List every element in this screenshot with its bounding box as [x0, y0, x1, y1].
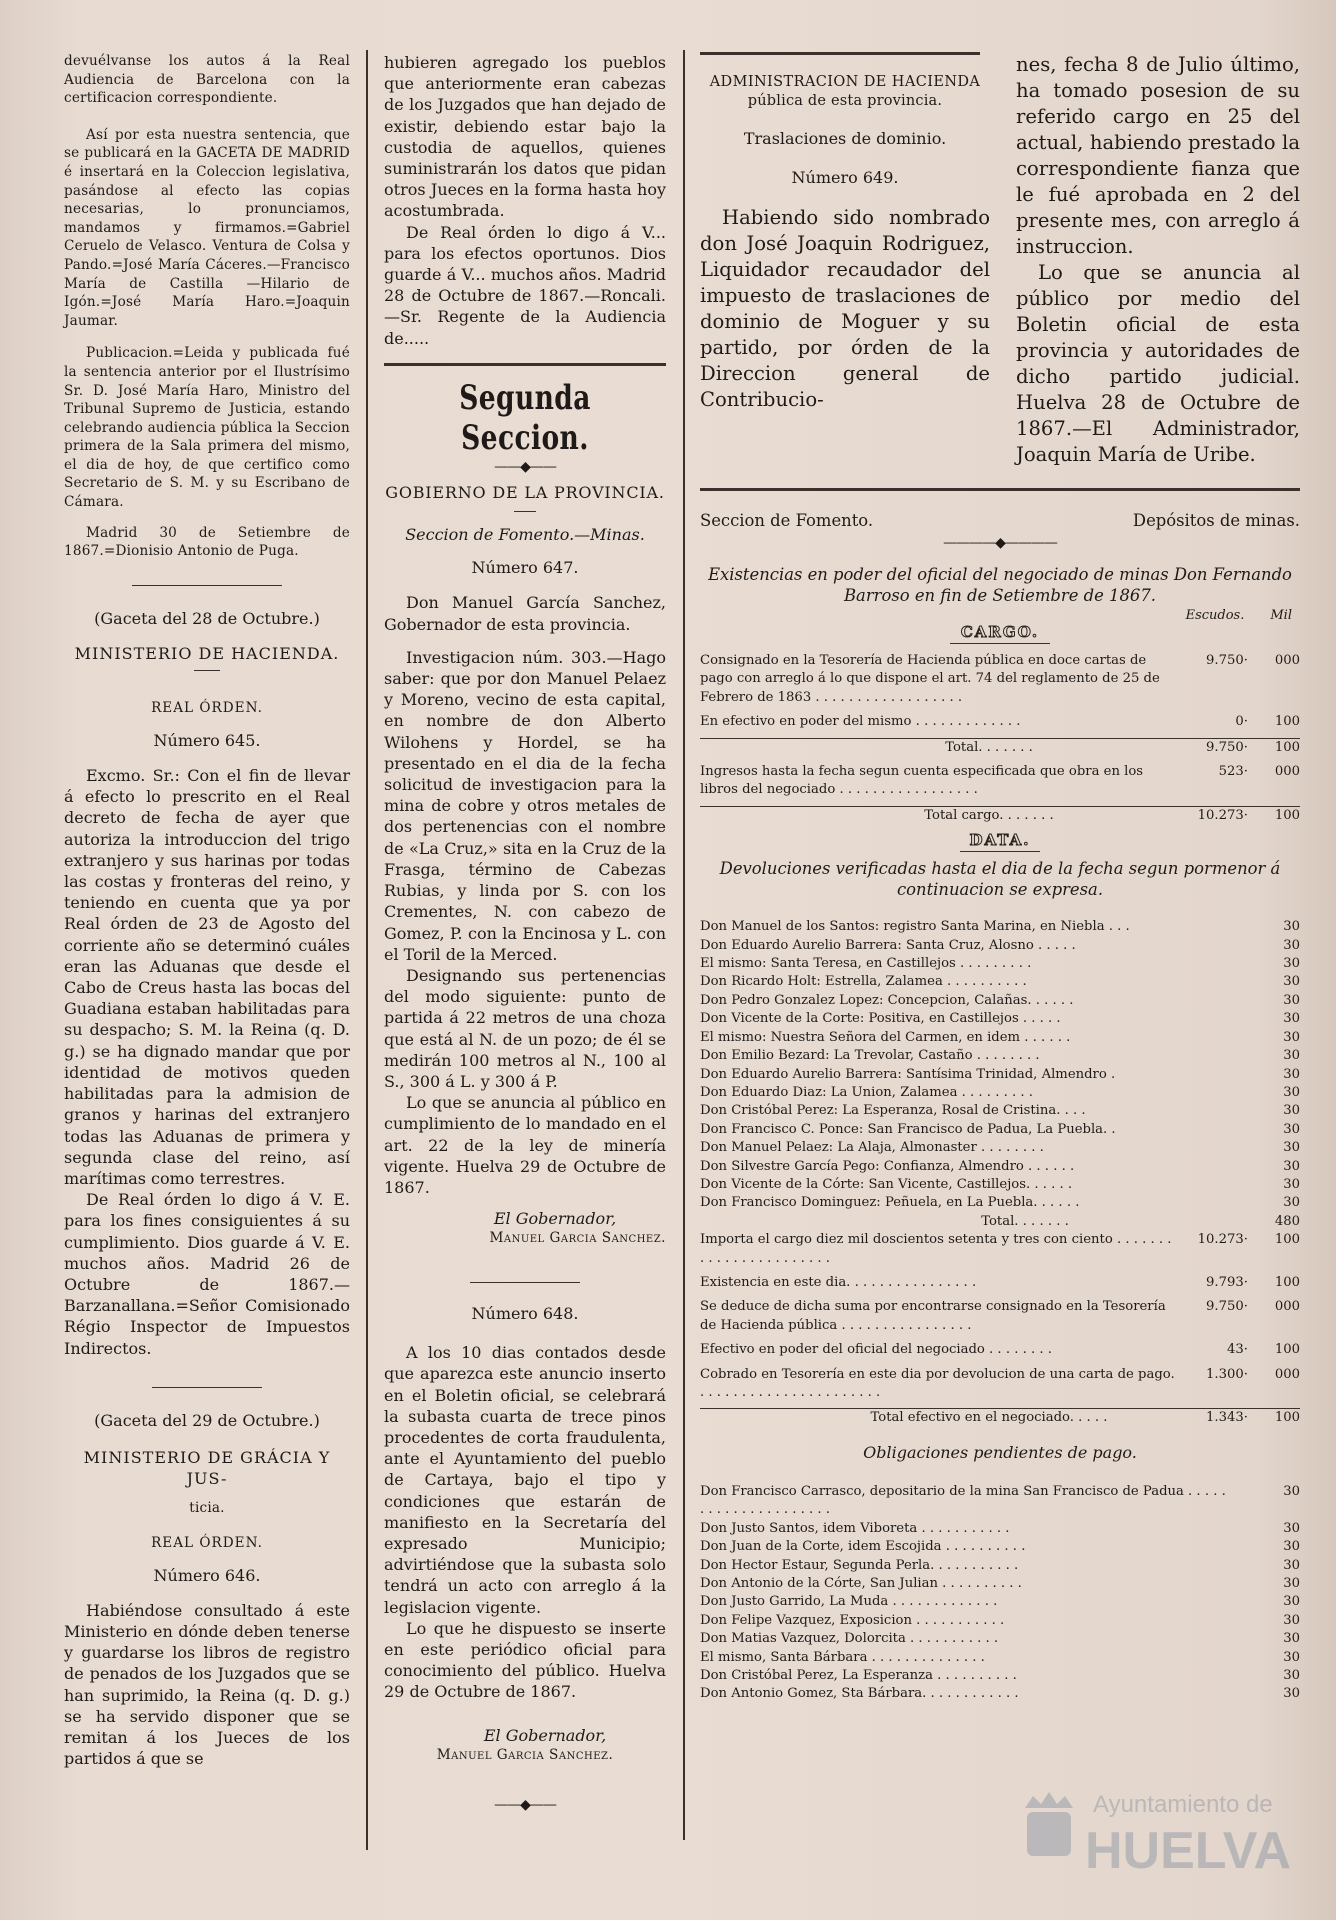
- devol-row: [700, 1010, 1300, 1028]
- traslaciones-dominio: Traslaciones de dominio.: [743, 129, 947, 149]
- c1-p1: devuélvanse los autos á la Real Audiencia de Barcelona con la certificacion correspondiente.: [64, 53, 350, 107]
- row-label: Don Felipe Vazquez, Exposicion . . . . . . . . . . .: [700, 1612, 1005, 1628]
- real-orden-1: REAL ÓRDEN.: [151, 700, 263, 717]
- divider: [194, 670, 220, 671]
- c2-p7: Lo que he dispuesto se inserte en este periódico oficial para conocimiento del público. Huelva 29 de Octubre de 1867.: [384, 1618, 666, 1702]
- signature-2-name: Manuel Garcia Sanchez.: [436, 1746, 614, 1763]
- row-value: 30: [1283, 1195, 1300, 1211]
- divider: [700, 488, 1300, 491]
- row-mil: 100: [1274, 807, 1300, 823]
- devol-row: [700, 1121, 1300, 1139]
- divider: [384, 363, 666, 366]
- summary-row: [700, 1274, 1300, 1292]
- row-label: Importa el cargo diez mil doscientos setenta y tres con ciento . . . . . . . . . . . . . . . . . . . . . . .: [700, 1232, 1172, 1266]
- cargo-row: [700, 763, 1300, 800]
- devol-row: [700, 1194, 1300, 1212]
- devol-row: [700, 992, 1300, 1010]
- numero-647: Número 647.: [471, 558, 579, 578]
- row-value: 30: [1283, 1011, 1300, 1027]
- row-value: 30: [1283, 1520, 1300, 1536]
- devol-row: [700, 1176, 1300, 1194]
- oblig-row: [700, 1612, 1300, 1630]
- ministerio-hacienda: MINISTERIO DE HACIENDA.: [74, 644, 340, 664]
- row-value: 30: [1283, 1649, 1300, 1665]
- oblig-row: [700, 1538, 1300, 1556]
- oblig-row: [700, 1483, 1300, 1520]
- row-value: 30: [1283, 1686, 1300, 1702]
- gaceta-28: (Gaceta del 28 de Octubre.): [94, 608, 320, 628]
- signature-2-title: El Gobernador,: [483, 1725, 607, 1745]
- row-value: 30: [1283, 1066, 1300, 1082]
- row-label: Se deduce de dicha suma por encontrarse consignado en la Tesorería de Hacienda pública . . . . . . . . . . . . . . . .: [700, 1299, 1166, 1333]
- data-heading: DATA.: [969, 831, 1031, 850]
- row-escudos: 0·: [1235, 714, 1248, 730]
- devol-row: [700, 1029, 1300, 1047]
- oblig-row: [700, 1593, 1300, 1611]
- divider: [514, 511, 536, 512]
- column-rule-1: [366, 50, 368, 1850]
- row-escudos: 523·: [1218, 764, 1248, 780]
- row-value: 30: [1283, 919, 1300, 935]
- row-label: Efectivo en poder del oficial del negociado . . . . . . . .: [700, 1342, 1052, 1358]
- row-label: Don Vicente de la Corte: Positiva, en Castillejos . . . . .: [700, 1011, 1061, 1027]
- row-value: 30: [1283, 992, 1300, 1008]
- c1-p2: Así por esta nuestra sentencia, que se publicará en la GACETA DE MADRID é insertará en la Coleccion legislativa, pasándose al efecto las copias necesarias, lo pronunciamos, mandamos y firmamos.=Gabriel Ceruelo de Velasco. Ventura de Colsa y Pando.=José María Cáceres.—Francisco María de Castilla —Hilario de Igón.=José María Haro.=Joaquin Jaumar.: [64, 126, 350, 329]
- gobierno-provincia: GOBIERNO DE LA PROVINCIA.: [385, 482, 665, 502]
- devol-row: [700, 1139, 1300, 1157]
- row-label: Don Eduardo Aurelio Barrera: Santísima Trinidad, Almendro .: [700, 1066, 1116, 1082]
- row-mil: 100: [1274, 1342, 1300, 1358]
- row-mil: 000: [1274, 764, 1300, 780]
- row-label: Cobrado en Tesorería en este dia por devolucion de una carta de pago. . . . . . . . . . . . . . . . . . . . . . .: [700, 1366, 1175, 1400]
- devol-total-label: Total. . . . . . .: [981, 1213, 1069, 1229]
- row-label: Don Antonio de la Córte, San Julian . . . . . . . . . .: [700, 1576, 1022, 1592]
- row-value: 30: [1283, 1668, 1300, 1684]
- oblig-row: [700, 1520, 1300, 1538]
- obligaciones-table: [700, 1483, 1300, 1704]
- row-escudos: 10.273·: [1197, 807, 1248, 823]
- row-value: 30: [1283, 1576, 1300, 1592]
- segunda-seccion-title: Segunda Seccion.: [459, 377, 591, 458]
- row-value: 30: [1283, 1539, 1300, 1555]
- c3-p3: Lo que se anuncia al público por medio del Boletin oficial de esta provincia y autoridades de dicho partido judicial. Huelva 28 de Octubre de 1867.—El Administrador, Joaquin María de Uribe.: [1016, 261, 1300, 466]
- oblig-row: [700, 1575, 1300, 1593]
- row-value: 30: [1283, 1103, 1300, 1119]
- row-label: Don Pedro Gonzalez Lopez: Concepcion, Calañas. . . . . .: [700, 992, 1074, 1008]
- cargo-row: [700, 806, 1300, 825]
- c1-p3: Publicacion.=Leida y publicada fué la sentencia anterior por el Ilustrísimo Sr. D. José María Haro, Ministro del Tribunal Supremo de Justicia, estando celebrando audiencia pública la Seccion primera de la Sala primera del mismo, el dia de hoy, de que certifico como Secretario de S. M. y su Escribano de Cámara.: [64, 345, 350, 511]
- ornament: ————◆————: [943, 535, 1057, 551]
- adm-hacienda-right: [1016, 52, 1300, 468]
- row-value: 30: [1283, 1084, 1300, 1100]
- mil-label: Mil: [1270, 608, 1292, 623]
- summary-row: [700, 1366, 1300, 1403]
- ornament: ——◆——: [494, 458, 556, 475]
- row-label: Don Matias Vazquez, Dolorcita . . . . . . . . . . .: [700, 1631, 999, 1647]
- ministerio-gracia-cont: ticia.: [189, 1500, 225, 1517]
- row-escudos: 10.273·: [1197, 1232, 1248, 1248]
- row-label: El mismo: Santa Teresa, en Castillejos . . . . . . . . .: [700, 956, 1032, 972]
- adm-hacienda-left: [700, 52, 990, 468]
- existencias-title: Existencias en poder del oficial del negociado de minas Don Fernando Barroso en fin de Setiembre de 1867.: [708, 565, 1292, 605]
- c1-p4: Madrid 30 de Setiembre de 1867.=Dionisio Antonio de Puga.: [64, 524, 350, 560]
- row-label: Don Antonio Gomez, Sta Bárbara. . . . . . . . . . . .: [700, 1686, 1019, 1702]
- row-label: Total efectivo en el negociado. . . . .: [870, 1410, 1108, 1426]
- row-mil: 000: [1274, 653, 1300, 668]
- oblig-row: [700, 1649, 1300, 1667]
- row-label: Don Hector Estaur, Segunda Perla. . . . . . . . . . .: [700, 1557, 1019, 1573]
- row-escudos: 43·: [1227, 1342, 1248, 1358]
- row-value: 30: [1283, 956, 1300, 972]
- signature-1-name: Manuel Garcia Sanchez.: [489, 1230, 666, 1247]
- row-value: 30: [1283, 1594, 1300, 1610]
- summary-row: [700, 1298, 1300, 1335]
- row-value: 30: [1283, 1176, 1300, 1192]
- seccion-fomento: Seccion de Fomento.: [700, 511, 874, 530]
- row-escudos: 9.750·: [1206, 739, 1248, 755]
- row-escudos: 9.750·: [1206, 1299, 1248, 1315]
- c3-p2: nes, fecha 8 de Julio último, ha tomado posesion de su referido cargo en 25 del actual, habiendo prestado la correspondiente fianza que le fué aprobada en 2 del presente mes, con arreglo á instruccion.: [1016, 53, 1300, 258]
- divider: [700, 52, 980, 55]
- row-value: 30: [1283, 1484, 1300, 1500]
- oblig-row: [700, 1630, 1300, 1648]
- ayuntamiento-huelva-watermark: [1005, 1768, 1305, 1888]
- row-label: Don Emilio Bezard: La Trevolar, Castaño . . . . . . . .: [700, 1048, 1040, 1064]
- c3-p1: Habiendo sido nombrado don José Joaquin Rodriguez, Liquidador recaudador del impuesto de traslaciones de dominio de Moguer y su partido, por órden de la Direccion general de Contribucio-: [700, 205, 990, 411]
- real-orden-2: REAL ÓRDEN.: [151, 1534, 263, 1551]
- summary-row: [700, 1231, 1300, 1268]
- gaceta-29: (Gaceta del 29 de Octubre.): [94, 1410, 320, 1430]
- row-label: Don Francisco Dominguez: Peñuela, en La Puebla. . . . . .: [700, 1195, 1080, 1211]
- column-2: [384, 52, 666, 1812]
- row-mil: 000: [1274, 1299, 1300, 1315]
- row-label: Consignado en la Tesorería de Hacienda pública en doce cartas de pago con arreglo á lo que dispone el art. 74 del reglamento de 25 de Febrero de 1863 . . . . . . . . . . . . . . . . . .: [700, 653, 1160, 705]
- escudos-label: Escudos.: [1185, 608, 1245, 623]
- c1-p6: De Real órden lo digo á V. E. para los fines consiguientes á su cumplimiento. Dios guarde á V. E. muchos años. Madrid 26 de Octubre de 1867.—Barzanallana.=Señor Comisionado Régio Inspector de Impuestos Indirectos.: [64, 1190, 350, 1358]
- row-mil: 100: [1274, 1274, 1300, 1290]
- devol-row: [700, 918, 1300, 936]
- cargo-heading: CARGO.: [960, 623, 1040, 641]
- row-escudos: 9.793·: [1206, 1274, 1248, 1290]
- cargo-table: [700, 652, 1300, 825]
- row-value: 30: [1283, 1048, 1300, 1064]
- c2-p3: Investigacion núm. 303.—Hago saber: que por don Manuel Pelaez y Moreno, vecino de esta capital, en nombre de don Alberto Wilohens y Hordel, se ha presentado en el dia de la fecha solicitud de investigacion para la mina de cobre y otros metales de dos pertenencias con el nombre de «La Cruz,» sita en la Cruz de la Frasga, término de Cabezas Rubias, y linda por S. con los Crementes, N. con cabezo de Gomez, P. con la Encinosa y L. con el Toril de la Merced.: [384, 647, 666, 964]
- row-escudos: 9.750·: [1206, 653, 1248, 668]
- summary-table: [700, 1231, 1300, 1428]
- row-label: Don Cristóbal Perez, La Esperanza . . . . . . . . . .: [700, 1668, 1017, 1684]
- row-label: Don Vicente de la Córte: San Vicente, Castillejos. . . . . .: [700, 1176, 1073, 1192]
- row-value: 30: [1283, 1612, 1300, 1628]
- devoluciones-title: Devoluciones verificadas hasta el dia de la fecha segun pormenor á continuacion se expresa.: [719, 859, 1281, 900]
- obligaciones-title: Obligaciones pendientes de pago.: [863, 1442, 1137, 1462]
- column-rule-2: [683, 50, 685, 1840]
- row-mil: 000: [1274, 1366, 1300, 1382]
- numero-649: Número 649.: [791, 168, 899, 188]
- column-3: [700, 52, 1300, 1704]
- devol-total-value: 480: [1274, 1213, 1300, 1229]
- devoluciones-table: [700, 918, 1300, 1213]
- row-label: Ingresos hasta la fecha segun cuenta especificada que obra en los libros del negociado . . . . . . . . . . . . . . . . .: [700, 764, 1144, 798]
- oblig-row: [700, 1667, 1300, 1685]
- row-label: El mismo: Nuestra Señora del Carmen, en idem . . . . . .: [700, 1029, 1071, 1045]
- row-escudos: 1.300·: [1206, 1366, 1248, 1382]
- c2-p5: Lo que se anuncia al público en cumplimiento de lo mandado en el art. 22 de la ley de minería vigente. Huelva 29 de Octubre de 1867.: [384, 1093, 666, 1197]
- row-label: Don Juan de la Corte, idem Escojida . . . . . . . . . .: [700, 1539, 1026, 1555]
- devol-row: [700, 937, 1300, 955]
- row-label: Total cargo. . . . . . .: [924, 807, 1054, 823]
- row-value: 30: [1283, 1140, 1300, 1156]
- devoluciones-total: [700, 1213, 1300, 1231]
- devol-row: [700, 1158, 1300, 1176]
- signature-1-title: El Gobernador,: [493, 1209, 617, 1229]
- watermark-line1: Ayuntamiento de: [1093, 1791, 1273, 1818]
- row-value: 30: [1283, 974, 1300, 990]
- cargo-row: [700, 738, 1300, 757]
- row-label: Don Justo Santos, idem Viboreta . . . . . . . . . . .: [700, 1520, 1010, 1536]
- c2-p4: Designando sus pertenencias del modo siguiente: punto de partida á 22 metros de una choza que está al N. de un pozo; de él se medirán 100 metros al N., 100 al S., 300 á L. y 300 á P.: [384, 965, 666, 1091]
- row-value: 30: [1283, 1158, 1300, 1174]
- divider: [470, 1282, 580, 1283]
- row-label: Don Francisco C. Ponce: San Francisco de Padua, La Puebla. .: [700, 1121, 1116, 1137]
- divider: [132, 585, 282, 586]
- c1-p7: Habiéndose consultado á este Ministerio en dónde deben tenerse y guardarse los libros de registro de penados de los Juzgados que se han suprimido, la Reina (q. D. g.) se ha servido disponer que se remitan á los Jueces de los partidos á que se: [64, 1600, 350, 1769]
- adm-hacienda-title: ADMINISTRACION DE HACIENDA: [709, 74, 981, 90]
- devol-row: [700, 1047, 1300, 1065]
- oblig-row: [700, 1685, 1300, 1703]
- row-label: Total. . . . . . .: [945, 739, 1033, 755]
- divider: [152, 1387, 262, 1388]
- cargo-row: [700, 652, 1300, 707]
- c2-p2: De Real órden lo digo á V... para los efectos oportunos. Dios guarde á V... muchos años. Madrid 28 de Octubre de 1867.—Roncali.—Sr. Regente de la Audiencia de.....: [384, 222, 666, 348]
- row-label: Don Eduardo Diaz: La Union, Zalamea . . . . . . . . .: [700, 1084, 1033, 1100]
- ornament: ——◆——: [494, 1797, 556, 1814]
- devol-row: [700, 1102, 1300, 1120]
- adm-hacienda-sub: pública de esta provincia.: [747, 92, 943, 109]
- row-label: Don Francisco Carrasco, depositario de la mina San Francisco de Padua . . . . . . . . . . . . . . . . . . . . .: [700, 1484, 1226, 1518]
- cargo-row: [700, 713, 1300, 731]
- row-label: Don Manuel de los Santos: registro Santa Marina, en Niebla . . .: [700, 919, 1130, 935]
- divider: [960, 851, 1040, 852]
- summary-row: [700, 1408, 1300, 1427]
- c2-p1: hubieren agregado los pueblos que anteriormente eran cabezas de los Juzgados que han dejado de existir, debiendo estar bajo la custodia de aquellos, quienes suministrarán los datos que pidan otros Jueces en la forma hasta hoy acostumbrada.: [384, 53, 666, 221]
- row-label: En efectivo en poder del mismo . . . . . . . . . . . . .: [700, 714, 1021, 730]
- row-value: 30: [1283, 1557, 1300, 1573]
- row-mil: 100: [1274, 714, 1300, 730]
- fomento-header: [700, 511, 1300, 530]
- row-label: El mismo, Santa Bárbara . . . . . . . . . . . . . .: [700, 1649, 985, 1665]
- devol-row: [700, 955, 1300, 973]
- row-value: 30: [1283, 1631, 1300, 1647]
- currency-header: [700, 608, 1300, 623]
- row-mil: 100: [1274, 739, 1300, 755]
- row-label: Existencia en este dia. . . . . . . . . . . . . . . .: [700, 1274, 977, 1290]
- row-label: Don Cristóbal Perez: La Esperanza, Rosal de Cristina. . . .: [700, 1103, 1086, 1119]
- gobernador-name: Don Manuel García Sanchez, Gobernador de esta provincia.: [384, 593, 666, 634]
- crown-shield-icon: [1025, 1792, 1073, 1856]
- watermark-line2: HUELVA: [1085, 1822, 1292, 1880]
- row-escudos: 1.343·: [1206, 1410, 1248, 1426]
- divider: [950, 643, 1050, 644]
- oblig-row: [700, 1557, 1300, 1575]
- row-value: 30: [1283, 1121, 1300, 1137]
- numero-645: Número 645.: [153, 730, 261, 750]
- row-label: Don Manuel Pelaez: La Alaja, Almonaster . . . . . . . .: [700, 1140, 1044, 1156]
- row-label: Don Silvestre García Pego: Confianza, Almendro . . . . . .: [700, 1158, 1075, 1174]
- numero-648: Número 648.: [471, 1303, 579, 1323]
- row-value: 30: [1283, 937, 1300, 953]
- ministerio-gracia: MINISTERIO DE GRÁCIA Y JUS-: [83, 1447, 331, 1489]
- c1-p5: Excmo. Sr.: Con el fin de llevar á efecto lo prescrito en el Real decreto de fecha de ayer que autoriza la introduccion del trigo extranjero y sus harinas por todas las costas y fronteras del reino, y teniendo en cuenta que ya por Real órden de 23 de Agosto del corriente año se determinó cuáles eran las Aduanas que desde el Cabo de Creus hasta las bocas del Guadiana estaban habilitadas para su despacho; S. M. la Reina (q. D. g.) se ha dignado mandar que por identidad de motivos queden habilitadas para la admision de granos y harinas del extranjero todas las Aduanas de primera y segunda clase del reino, así marítimas como terrestres.: [64, 766, 350, 1188]
- row-label: Don Ricardo Holt: Estrella, Zalamea . . . . . . . . . .: [700, 974, 1027, 990]
- summary-row: [700, 1341, 1300, 1359]
- column-1: [64, 52, 350, 1769]
- row-mil: 100: [1274, 1410, 1300, 1426]
- numero-646: Número 646.: [153, 1565, 261, 1585]
- row-value: 30: [1283, 1029, 1300, 1045]
- row-label: Don Justo Garrido, La Muda . . . . . . . . . . . . .: [700, 1594, 998, 1610]
- devol-row: [700, 1066, 1300, 1084]
- seccion-fomento-minas: Seccion de Fomento.—Minas.: [405, 525, 645, 545]
- c2-p6: A los 10 dias contados desde que aparezca este anuncio inserto en el Boletin oficial, se celebrará la subasta cuarta de trece pinos procedentes de corta fraudulenta, ante el Ayuntamiento del pueblo de Cartaya, bajo el tipo y condiciones que estarán de manifiesto en la Secretaría del expresado Municipio; advirtiéndose que la subasta solo tendrá un acto con arreglo á la legislacion vigente.: [384, 1343, 666, 1617]
- row-label: Don Eduardo Aurelio Barrera: Santa Cruz, Alosno . . . . .: [700, 937, 1076, 953]
- depositos-minas: Depósitos de minas.: [1132, 511, 1300, 530]
- devol-row: [700, 973, 1300, 991]
- devol-row: [700, 1084, 1300, 1102]
- row-mil: 100: [1274, 1232, 1300, 1248]
